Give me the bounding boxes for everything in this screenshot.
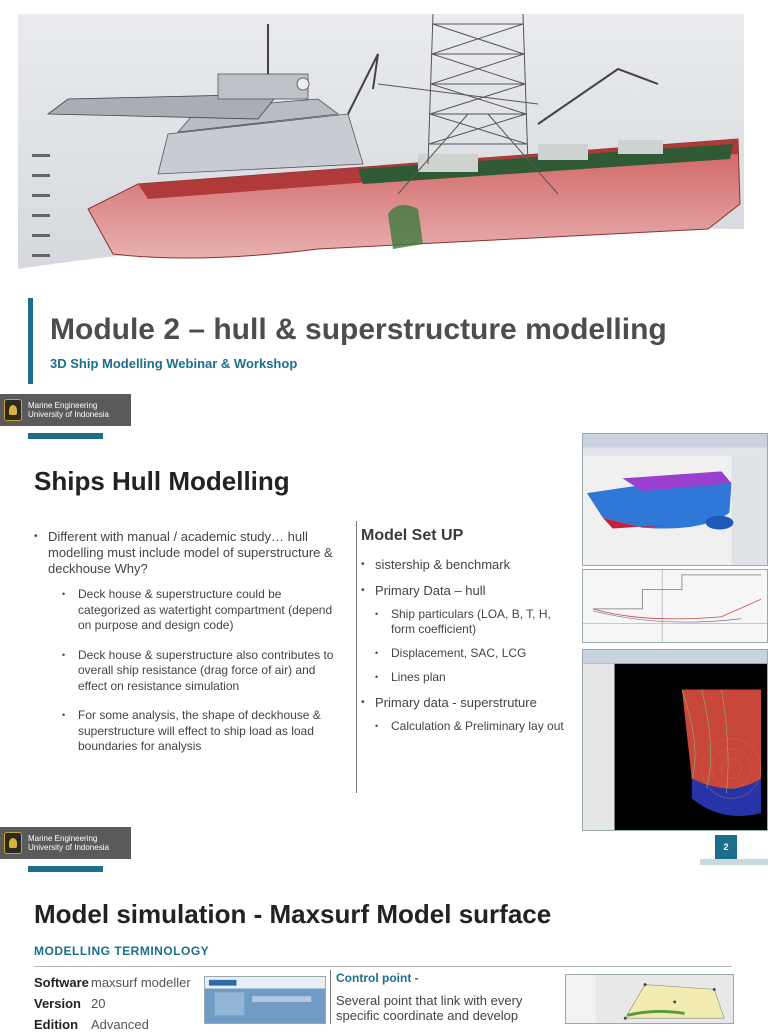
vessel-3d-render [18, 14, 744, 284]
page-badge-underline [700, 859, 768, 865]
slide-3-subtitle: MODELLING TERMINOLOGY [34, 944, 210, 958]
slide-3-rule [34, 966, 732, 967]
setup-bullet [361, 583, 573, 685]
sub-bullet: • For some analysis, the shape of deckhouse & superstructure will effect to ship load as load boundaries for analysis [62, 708, 346, 755]
setup-bullet-text: sistership & benchmark [375, 557, 511, 572]
hull-render-screenshot [582, 433, 768, 566]
slide-1 [0, 0, 768, 430]
setup-sub-bullet: • Displacement, SAC, LCG [375, 646, 573, 661]
control-point-title: Control point - [336, 971, 419, 985]
setup-sub-bullet: • Lines plan [375, 670, 573, 685]
setup-sub-bullet: • Calculation & Preliminary lay out [375, 719, 573, 734]
column-divider [356, 521, 357, 793]
control-point-text: Several point that link with every specific coordinate and develop [336, 993, 523, 1023]
module-subtitle: 3D Ship Modelling Webinar & Workshop [50, 356, 298, 371]
spec-label: Version [34, 996, 81, 1011]
model-setup-heading: Model Set UP [361, 527, 464, 544]
slide-2-accent [28, 433, 103, 439]
logo-line-2: University of Indonesia [28, 843, 109, 852]
setup-bullet-text: Primary data - superstruture [375, 695, 537, 710]
sub-bullet: • Deck house & superstructure could be categorized as watertight compartment (depend on purpose and design code) [62, 587, 346, 634]
spec-value: Advanced [91, 1017, 149, 1032]
right-bullet-column [361, 527, 573, 744]
setup-sub-bullet: • Ship particulars (LOA, B, T, H, form coefficient) [375, 607, 573, 637]
maxsurf-screenshot [582, 649, 768, 831]
logo-line-1: Marine Engineering [28, 834, 98, 843]
university-logo-2 [0, 827, 131, 859]
spec-software [34, 975, 191, 990]
slide-3-accent [28, 866, 103, 872]
spec-version [34, 996, 105, 1011]
spec-value: 20 [91, 996, 106, 1011]
slide-3-title: Model simulation - Maxsurf Model surface [34, 899, 552, 929]
software-splash-screenshot [204, 976, 326, 1024]
logo-line-2: University of Indonesia [28, 410, 109, 419]
university-logo [0, 394, 131, 426]
logo-line-1: Marine Engineering [28, 401, 98, 410]
sub-bullet: • Deck house & superstructure also contributes to overall ship resistance (drag force of air) and effect on resistance simulation [62, 648, 346, 695]
lines-plan-screenshot [582, 569, 768, 643]
title-accent-bar [28, 298, 33, 384]
control-point-screenshot [565, 974, 734, 1024]
bullet-main-text: Different with manual / academic study… hull modelling must include model of superstructure & deckhouse Why? [48, 529, 333, 576]
university-seal-icon [4, 832, 22, 854]
setup-bullet [361, 557, 573, 573]
spec-label: Software [34, 975, 89, 990]
spec-label: Edition [34, 1017, 79, 1032]
bullet-main [34, 529, 346, 755]
module-title: Module 2 – hull & superstructure modelling [50, 313, 667, 346]
setup-bullet-text: Primary Data – hull [375, 583, 486, 598]
slide-2-title: Ships Hull Modelling [34, 466, 290, 496]
page-number-badge: 2 [715, 835, 737, 859]
setup-bullet [361, 695, 573, 734]
university-seal-icon [4, 399, 22, 421]
slide-3-divider [330, 970, 331, 1024]
spec-edition [34, 1017, 149, 1032]
left-bullet-column [34, 529, 346, 769]
spec-value: maxsurf modeller [91, 975, 191, 990]
